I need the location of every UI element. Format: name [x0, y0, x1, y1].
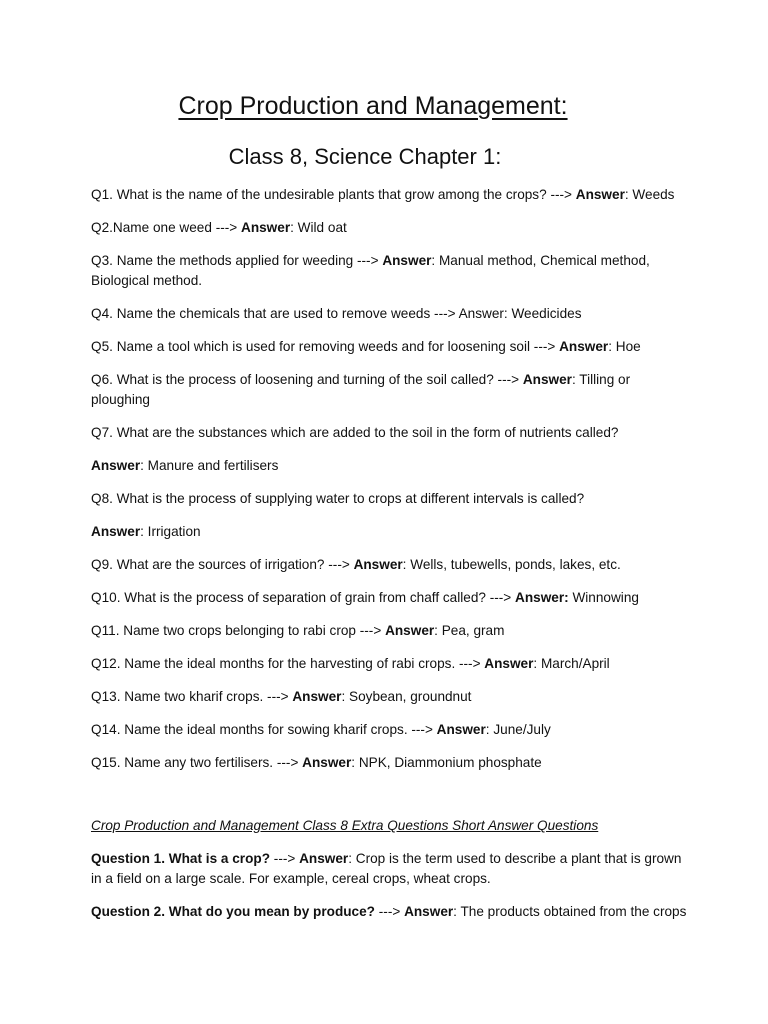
question-separator: .	[116, 656, 125, 671]
question-text: Name two kharif crops. --->	[124, 689, 293, 704]
answer-colon: :	[402, 557, 411, 572]
question-number: Q6	[91, 372, 110, 387]
answer-text: NPK, Diammonium phosphate	[358, 755, 542, 770]
answer-text: March/April	[540, 656, 610, 671]
question-separator: .	[109, 220, 113, 235]
answer-colon: :	[431, 253, 439, 268]
short-question: Question 2. What do you mean by produce?	[91, 904, 375, 919]
qa-paragraph	[91, 370, 691, 410]
question-separator: .	[109, 253, 117, 268]
question-separator: .	[116, 689, 125, 704]
question-text: What is the process of separation of grain from chaff called? --->	[124, 590, 516, 605]
answer-text: Pea, gram	[441, 623, 505, 638]
answer-text: Soybean, groundnut	[349, 689, 472, 704]
question-answer-list	[91, 185, 691, 773]
answer-colon: :	[140, 458, 148, 473]
question-separator: .	[116, 590, 125, 605]
question-text: Name the chemicals that are used to remove weeds ---> Answer: Weedicides	[116, 306, 582, 321]
answer-colon: :	[533, 656, 541, 671]
answer-colon: :	[351, 755, 359, 770]
answer-colon: :	[348, 851, 356, 866]
arrow-text: --->	[270, 851, 300, 866]
question-text: Name the methods applied for weeding --->	[116, 253, 383, 268]
question-number: Q4	[91, 306, 110, 321]
answer-text: June/July	[493, 722, 551, 737]
question-separator: .	[109, 372, 117, 387]
qa-paragraph	[91, 687, 691, 707]
question-number: Q12	[91, 656, 117, 671]
question-separator: .	[109, 557, 117, 572]
question-number: Q3	[91, 253, 110, 268]
qa-paragraph	[91, 423, 691, 443]
question-number: Q10	[91, 590, 117, 605]
answer-text: Irrigation	[147, 524, 201, 539]
answer-text: Tilling or ploughing	[91, 372, 631, 407]
question-separator: .	[116, 722, 125, 737]
answer-label: Answer	[91, 458, 141, 473]
answer-text: Manure and fertilisers	[147, 458, 279, 473]
answer-text: Wild oat	[297, 220, 347, 235]
short-answer-paragraph	[91, 902, 691, 922]
question-number: Q9	[91, 557, 110, 572]
question-separator: .	[109, 306, 117, 321]
answer-colon: :	[571, 372, 580, 387]
question-text: Name any two fertilisers. --->	[124, 755, 303, 770]
question-text: What is the process of loosening and turning of the soil called? --->	[116, 372, 523, 387]
answer-label: Answer	[522, 372, 572, 387]
short-answer-list	[91, 849, 691, 922]
qa-paragraph	[91, 555, 691, 575]
arrow-text: --->	[374, 904, 405, 919]
answer-label: Answer	[404, 904, 454, 919]
short-answer-paragraph	[91, 849, 691, 889]
document-body	[91, 185, 691, 935]
qa-paragraph	[91, 522, 691, 542]
answer-label: Answer	[575, 187, 625, 202]
answer-colon: :	[341, 689, 350, 704]
question-separator: .	[116, 755, 125, 770]
answer-label: Answer	[299, 851, 349, 866]
question-separator: .	[109, 187, 117, 202]
qa-paragraph	[91, 588, 691, 608]
question-text: Name a tool which is used for removing weeds and for loosening soil --->	[116, 339, 560, 354]
question-number: Q2	[91, 220, 110, 235]
qa-paragraph	[91, 218, 691, 238]
answer-colon: :	[140, 524, 148, 539]
section-heading: Crop Production and Management Class 8 Extra Questions Short Answer Questions	[91, 818, 599, 833]
page-subtitle: Class 8, Science Chapter 1:	[228, 144, 502, 169]
question-separator: .	[115, 623, 124, 638]
answer-colon: :	[624, 187, 633, 202]
question-text: Q8. What is the process of supplying water to crops at different intervals is called?	[91, 491, 585, 506]
question-number: Q13	[91, 689, 117, 704]
qa-paragraph	[91, 185, 691, 205]
qa-paragraph	[91, 753, 691, 773]
qa-paragraph	[91, 251, 691, 291]
answer-text: Wells, tubewells, ponds, lakes, etc.	[410, 557, 621, 572]
question-text: Name two crops belonging to rabi crop --->	[123, 623, 386, 638]
question-number: Q5	[91, 339, 110, 354]
answer-colon: :	[608, 339, 616, 354]
question-text: Name the ideal months for sowing kharif crops. --->	[124, 722, 437, 737]
question-number: Q15	[91, 755, 117, 770]
answer-label: Answer	[241, 220, 291, 235]
answer-text: The products obtained from the crops	[460, 904, 687, 919]
answer-label: Answer	[382, 253, 432, 268]
question-number: Q14	[91, 722, 117, 737]
qa-paragraph	[91, 489, 691, 509]
answer-label: Answer:	[515, 590, 569, 605]
question-number: Q1	[91, 187, 110, 202]
question-number: Q11	[91, 623, 116, 638]
question-text: What is the name of the undesirable plants that grow among the crops? --->	[116, 187, 576, 202]
question-separator: .	[109, 339, 117, 354]
answer-text: Crop is the term used to describe a plant that is grown in a field on a large scale. For example, cereal crops, wheat crops.	[91, 851, 682, 886]
answer-label: Answer	[484, 656, 534, 671]
answer-text: Manual method, Chemical method, Biological method.	[91, 253, 650, 288]
answer-label: Answer	[436, 722, 486, 737]
answer-label: Answer	[292, 689, 342, 704]
answer-colon: :	[453, 904, 461, 919]
answer-text: Winnowing	[572, 590, 639, 605]
question-text: What are the sources of irrigation? --->	[116, 557, 354, 572]
qa-paragraph	[91, 621, 691, 641]
qa-paragraph	[91, 337, 691, 357]
qa-paragraph	[91, 654, 691, 674]
answer-label: Answer	[353, 557, 403, 572]
question-separator: .	[109, 425, 117, 440]
answer-text: Weeds	[632, 187, 675, 202]
page-title: Crop Production and Management:	[178, 92, 568, 120]
answer-label: Answer	[559, 339, 609, 354]
qa-paragraph	[91, 720, 691, 740]
qa-paragraph	[91, 304, 691, 324]
answer-colon: :	[485, 722, 494, 737]
answer-colon: :	[290, 220, 298, 235]
question-text: Name the ideal months for the harvesting of rabi crops. --->	[124, 656, 485, 671]
answer-label: Answer	[302, 755, 352, 770]
answer-colon: :	[434, 623, 442, 638]
question-number: Q7	[91, 425, 110, 440]
question-text: What are the substances which are added to the soil in the form of nutrients called?	[116, 425, 619, 440]
qa-paragraph	[91, 456, 691, 476]
answer-text: Hoe	[615, 339, 641, 354]
answer-label: Answer	[91, 524, 141, 539]
short-question: Question 1. What is a crop?	[91, 851, 271, 866]
answer-label: Answer	[385, 623, 435, 638]
question-text: Name one weed --->	[112, 220, 241, 235]
